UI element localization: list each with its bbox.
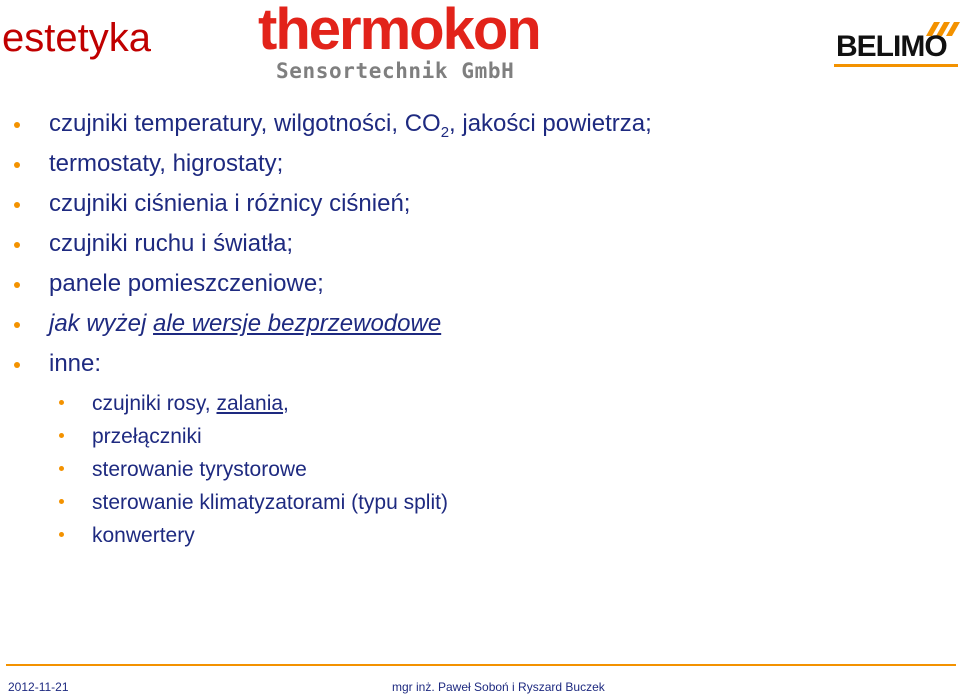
underlined-text: zalania xyxy=(216,392,284,415)
footer-authors: mgr inż. Paweł Soboń i Ryszard Buczek xyxy=(392,680,605,694)
footer-date: 2012-11-21 xyxy=(8,680,69,694)
sub-list-item-text xyxy=(92,392,289,415)
list-item-text: czujniki ciśnienia i różnicy ciśnień; xyxy=(49,190,411,217)
list-item-text-part: , xyxy=(283,392,289,415)
underlined-text: ale wersje bezprzewodowe xyxy=(153,310,442,337)
bullet-icon xyxy=(59,433,64,438)
belimo-logo xyxy=(834,18,960,68)
list-item-text-part: czujniki temperatury, wilgotności, CO xyxy=(49,110,441,137)
list-item-text: czujniki ruchu i światła; xyxy=(49,230,294,257)
list-item xyxy=(0,224,652,264)
list-item xyxy=(0,104,652,144)
list-item-text-part: , jakości powietrza; xyxy=(449,110,652,137)
belimo-logo-wordmark: BELIMO xyxy=(836,30,947,63)
bullet-icon xyxy=(59,466,64,471)
bullet-icon xyxy=(14,242,20,248)
thermokon-logo xyxy=(258,2,570,86)
belimo-logo-underline xyxy=(834,64,958,67)
sub-list-item xyxy=(0,453,448,486)
bullet-icon xyxy=(59,499,64,504)
sub-list-item-text: sterowanie klimatyzatorami (typu split) xyxy=(92,491,448,514)
list-item xyxy=(0,264,652,304)
list-item xyxy=(0,344,652,384)
sub-list-item xyxy=(0,420,448,453)
main-bullet-list xyxy=(0,104,652,384)
bullet-icon xyxy=(14,322,20,328)
list-item xyxy=(0,304,652,344)
list-item xyxy=(0,144,652,184)
sub-list-item-text: sterowanie tyrystorowe xyxy=(92,458,307,481)
bullet-icon xyxy=(14,162,20,168)
sub-list-item xyxy=(0,387,448,420)
sub-list-item xyxy=(0,519,448,552)
sub-list-item-text: przełączniki xyxy=(92,425,202,448)
slide-title: estetyka xyxy=(2,16,151,60)
thermokon-logo-wordmark: thermokon xyxy=(258,0,540,62)
bullet-icon xyxy=(59,532,64,537)
bullet-icon xyxy=(14,362,20,368)
list-item-text xyxy=(49,110,652,141)
bullet-icon xyxy=(59,400,64,405)
list-item-text: termostaty, higrostaty; xyxy=(49,150,284,177)
list-item-text-part: czujniki rosy, xyxy=(92,392,217,415)
sub-list-item-text: konwertery xyxy=(92,524,195,547)
list-item-text: panele pomieszczeniowe; xyxy=(49,270,324,297)
bullet-icon xyxy=(14,122,20,128)
sub-bullet-list xyxy=(0,387,448,552)
sub-list-item xyxy=(0,486,448,519)
thermokon-logo-tagline: Sensortechnik GmbH xyxy=(276,59,515,83)
co2-subscript: 2 xyxy=(440,124,450,141)
list-item-text: inne: xyxy=(49,350,102,377)
list-item xyxy=(0,184,652,224)
list-item-text-part: jak wyżej xyxy=(49,310,154,337)
bullet-icon xyxy=(14,202,20,208)
list-item-text xyxy=(49,310,441,337)
bullet-icon xyxy=(14,282,20,288)
footer-divider xyxy=(6,664,956,666)
